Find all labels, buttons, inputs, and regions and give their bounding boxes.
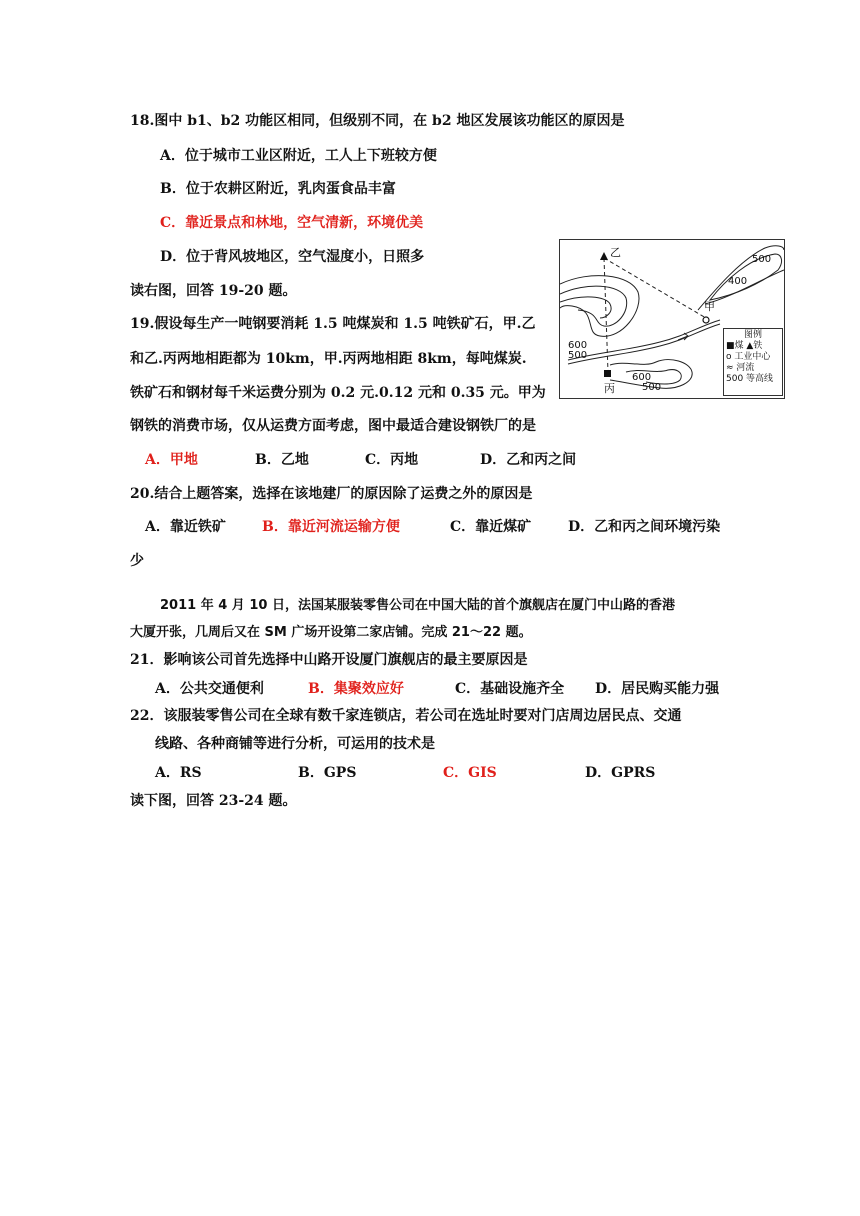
legend-river-icon: ≈: [726, 363, 734, 373]
q22-option-b: B．GPS: [298, 765, 357, 781]
q22-option-c-answer: C．GIS: [443, 765, 497, 781]
industry-center-icon: [703, 317, 709, 323]
q21-stem: 21．影响该公司首先选择中山路开设厦门旗舰店的最主要原因是: [130, 652, 528, 668]
q19-option-a-answer: A．甲地: [145, 452, 198, 468]
legend-coal: ■煤: [726, 341, 744, 351]
q21-option-c: C．基础设施齐全: [455, 681, 565, 697]
q20-option-c: C．靠近煤矿: [450, 519, 532, 535]
q22-stem-line1: 22．该服装零售公司在全球有数千家连锁店，若公司在选址时要对门店周边居民点、交通: [130, 708, 682, 724]
q20-option-b-answer: B．靠近河流运输方便: [262, 519, 400, 535]
q19-option-c: C．丙地: [365, 452, 419, 468]
q20-option-d: D．乙和丙之间环境污染: [568, 519, 721, 535]
q18-option-a: A．位于城市工业区附近，工人上下班较方便: [160, 148, 437, 164]
contour-label-400: 400: [728, 276, 748, 287]
q18-option-b: B．位于农耕区附近，乳肉蛋食品丰富: [160, 181, 396, 197]
q19-stem-line2: 和乙.丙两地相距都为 10km，甲.丙两地相距 8km，每吨煤炭.: [130, 351, 527, 367]
intro-23-24: 读下图，回答 23-24 题。: [130, 793, 297, 809]
contour-line: [560, 276, 639, 337]
contour-label-500-bottom: 500: [642, 382, 662, 393]
legend-industry-center: o 工业中心: [726, 352, 771, 362]
legend-title: 图例: [743, 330, 762, 340]
dashed-link-yi-jia: [604, 258, 706, 318]
q18-option-c-answer: C．靠近景点和林地，空气清新，环境优美: [160, 215, 424, 231]
q19-stem-line3: 铁矿石和钢材每千米运费分别为 0.2 元.0.12 元和 0.35 元。甲为: [130, 385, 546, 401]
contour-label-600-left: 600: [568, 340, 588, 351]
map-label-bing: 丙: [604, 382, 615, 395]
q22-stem-line2: 线路、各种商铺等进行分析，可运用的技术是: [155, 736, 435, 752]
q20-stem: 20.结合上题答案，选择在该地建厂的原因除了运费之外的原因是: [130, 486, 533, 502]
contour-label-600-bottom: 600: [632, 372, 652, 383]
legend-iron: ▲铁: [746, 341, 763, 351]
q22-option-a: A．RS: [155, 765, 202, 781]
map-legend: [723, 328, 783, 396]
q18-option-d: D．位于背风坡地区，空气湿度小，日照多: [160, 249, 425, 265]
q21-option-d: D．居民购买能力强: [595, 681, 720, 697]
river-line: [568, 324, 720, 364]
q21-option-b-answer: B．集聚效应好: [308, 681, 404, 697]
q19-option-b: B．乙地: [255, 452, 309, 468]
passage-line2: 大厦开张，几周后又在 SM 广场开设第二家店铺。完成 21～22 题。: [130, 625, 532, 640]
intro-19-20: 读右图，回答 19-20 题。: [130, 283, 297, 299]
iron-ore-icon: [600, 252, 608, 260]
map-label-jia: 甲: [704, 300, 715, 313]
coal-icon: [604, 370, 611, 377]
contour-label-500-top: 500: [752, 254, 772, 265]
q20-option-d-continued: 少: [130, 553, 144, 569]
q20-option-a: A．靠近铁矿: [145, 519, 226, 535]
q19-option-d: D．乙和丙之间: [480, 452, 577, 468]
q22-option-d: D．GPRS: [585, 765, 656, 781]
q18-stem: 18.图中 b1、b2 功能区相同，但级别不同，在 b2 地区发展该功能区的原因是: [130, 113, 625, 129]
legend-coal-iron: [726, 341, 780, 352]
passage-line1: 2011 年 4 月 10 日，法国某服装零售公司在中国大陆的首个旗舰店在厦门中山路的香港: [160, 598, 675, 613]
map-label-yi: 乙: [610, 246, 621, 259]
q21-option-a: A．公共交通便利: [155, 681, 264, 697]
q19-stem-line4: 钢铁的消费市场，仅从运费方面考虑，图中最适合建设钢铁厂的是: [130, 418, 536, 434]
contour-line: [560, 297, 611, 318]
legend-river: ≈ 河流: [726, 363, 755, 373]
legend-contour: 500 等高线: [726, 374, 774, 384]
q19-stem-line1: 19.假设每生产一吨钢要消耗 1.5 吨煤炭和 1.5 吨铁矿石，甲.乙: [130, 316, 536, 332]
contour-label-500-left: 500: [568, 350, 588, 361]
